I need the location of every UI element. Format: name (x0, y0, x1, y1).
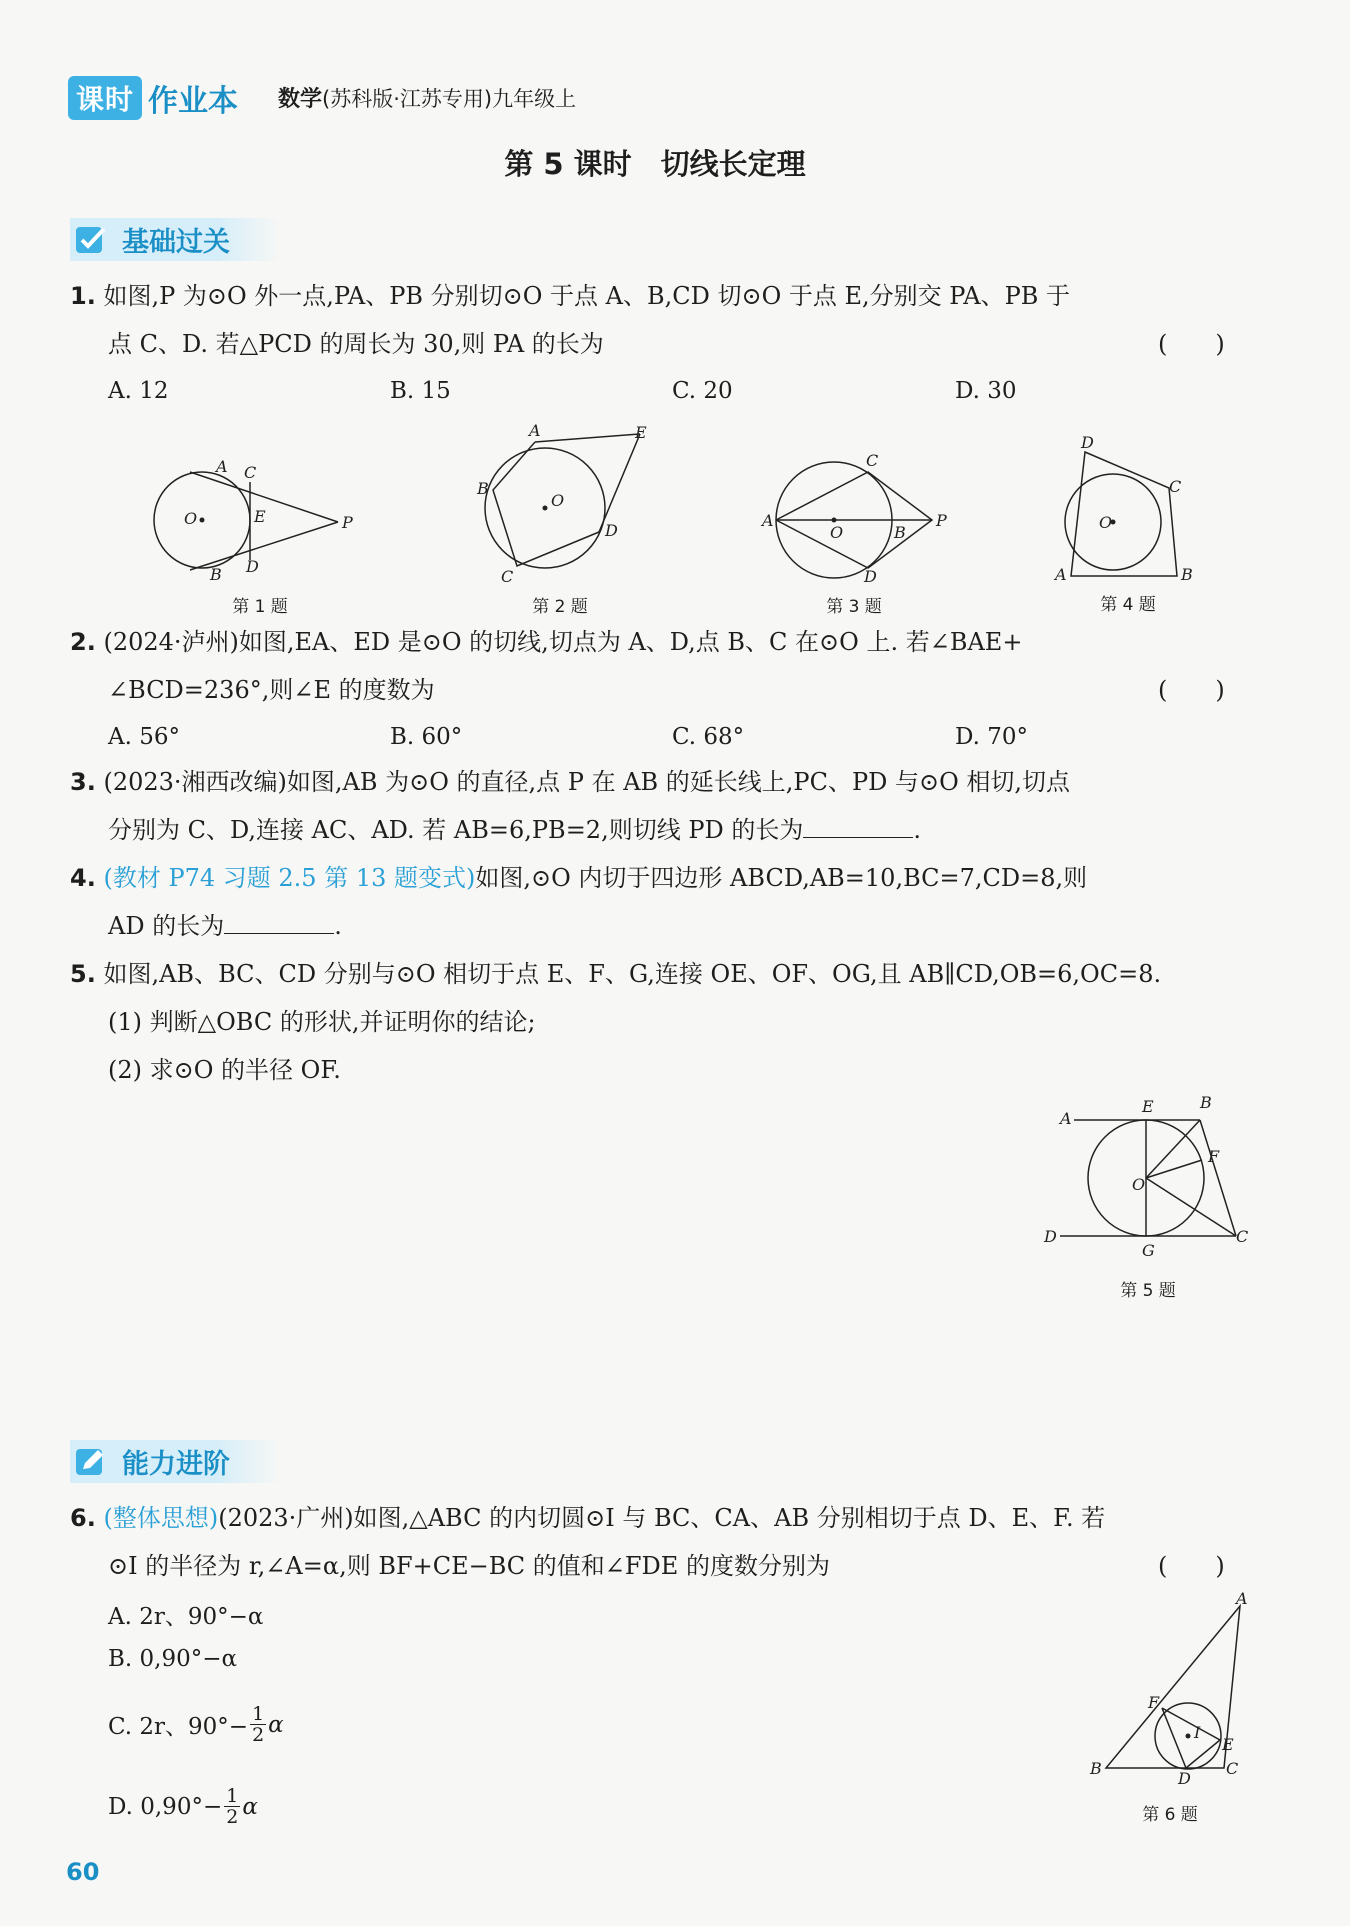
fig3-label-d: D (864, 567, 877, 586)
q2-number: 2. (70, 628, 96, 656)
fig6-label-d: D (1178, 1769, 1191, 1788)
section-basic (70, 218, 280, 261)
fig3-label-c: C (866, 451, 879, 470)
q4-line2 (108, 910, 342, 942)
edition: (苏科版·江苏专用)九年级上 (322, 87, 577, 111)
fig2-label-o: O (551, 491, 565, 510)
q6-option-d-alpha: α (242, 1793, 258, 1820)
fig5-label-e: E (1142, 1097, 1154, 1116)
q3-answer-blank[interactable] (803, 815, 913, 838)
fig6-caption: 第 6 题 (1142, 1805, 1198, 1825)
q6-option-a: A. 2r、90°−α (108, 1604, 264, 1630)
fig6-label-f: F (1148, 1693, 1160, 1712)
q6-option-c-text: C. 2r、90°− (108, 1714, 249, 1740)
q5-sub1: (1) 判断△OBC 的形状,并证明你的结论; (108, 1008, 536, 1036)
q6-option-d-text: D. 0,90°− (108, 1793, 223, 1820)
q6-option-d (108, 1786, 258, 1827)
subject-name: 数学 (278, 87, 323, 112)
q1-option-b: B. 15 (390, 378, 451, 404)
frac-num: 1 (226, 1785, 239, 1807)
frac-den: 2 (226, 1806, 239, 1828)
fig6-label-i: I (1194, 1723, 1201, 1742)
fig2-caption: 第 2 题 (532, 597, 588, 617)
q6-line2: ⊙I 的半径为 r,∠A=α,则 BF+CE−BC 的值和∠FDE 的度数分别为 (108, 1552, 830, 1580)
fig1-label-e: E (254, 507, 266, 526)
figure-4 (1045, 430, 1215, 590)
q4-text-2: AD 的长为 (108, 912, 225, 940)
fig5-label-d: D (1044, 1227, 1057, 1246)
fig4-label-c: C (1169, 477, 1182, 496)
q6-line1 (70, 1502, 1105, 1534)
fig5-label-c: C (1236, 1227, 1249, 1246)
fig5-caption: 第 5 题 (1120, 1281, 1176, 1301)
figure-2 (455, 420, 665, 590)
fig1-label-a: A (216, 457, 228, 476)
q2-line2: ∠BCD=236°,则∠E 的度数为 (108, 676, 435, 704)
fig1-label-p: P (342, 513, 353, 532)
q6-option-d-fraction (224, 1786, 240, 1827)
fig6-label-a: A (1236, 1590, 1248, 1608)
q6-answer-paren: ( ) (1158, 1552, 1225, 1580)
q1-line1 (70, 280, 1070, 312)
q4-answer-blank[interactable] (224, 911, 334, 934)
q1-option-c: C. 20 (672, 378, 733, 404)
page-title: 第 5 课时 切线长定理 (504, 147, 806, 181)
q6-text-1: (2023·广州)如图,△ABC 的内切圆⊙I 与 BC、CA、AB 分别相切于点 D、E、F. 若 (218, 1504, 1106, 1532)
q3-line1 (70, 766, 1070, 798)
q6-option-b: B. 0,90°−α (108, 1646, 238, 1672)
q5-line1 (70, 958, 1161, 990)
fig3-label-o: O (830, 523, 844, 542)
page-number: 60 (66, 1858, 100, 1886)
fig1-label-b: B (210, 565, 222, 584)
q6-source: (整体思想) (103, 1504, 219, 1532)
fig1-caption: 第 1 题 (232, 597, 288, 617)
figure-3 (750, 450, 960, 590)
q3-end: . (913, 816, 921, 844)
fig2-label-b: B (477, 479, 489, 498)
series-logo (68, 78, 238, 118)
q5-sub2: (2) 求⊙O 的半径 OF. (108, 1056, 341, 1084)
q1-option-a: A. 12 (108, 378, 169, 404)
fig4-label-o: O (1099, 513, 1113, 532)
q6-number: 6. (70, 1504, 96, 1532)
fig1-label-c: C (244, 463, 257, 482)
section-advanced-label: 能力进阶 (122, 1449, 230, 1480)
fig2-label-a: A (529, 421, 541, 440)
fig4-label-d: D (1081, 433, 1094, 452)
frac-den: 2 (252, 1724, 265, 1746)
q6-option-c (108, 1704, 284, 1745)
q4-source: (教材 P74 习题 2.5 第 13 题变式) (103, 864, 476, 892)
q3-text-2: 分别为 C、D,连接 AC、AD. 若 AB=6,PB=2,则切线 PD 的长为 (108, 816, 804, 844)
frac-num: 1 (252, 1703, 265, 1725)
fig1-label-o: O (184, 509, 198, 528)
fig5-label-a: A (1060, 1109, 1072, 1128)
figure-5 (1040, 1090, 1250, 1260)
fig2-label-d: D (605, 521, 618, 540)
fig3-label-p: P (936, 511, 947, 530)
q5-text-1: 如图,AB、BC、CD 分别与⊙O 相切于点 E、F、G,连接 OE、OF、OG,且 AB∥CD,OB=6,OC=8. (103, 960, 1162, 988)
q6-option-c-fraction (250, 1704, 266, 1745)
fig4-label-b: B (1181, 565, 1193, 584)
checkbox-icon (74, 223, 108, 257)
q1-number: 1. (70, 282, 96, 310)
q5-number: 5. (70, 960, 96, 988)
q2-answer-paren: ( ) (1158, 676, 1225, 704)
section-advanced (70, 1440, 280, 1483)
fig6-label-c: C (1226, 1759, 1239, 1778)
fig4-caption: 第 4 题 (1100, 595, 1156, 615)
section-basic-label: 基础过关 (122, 227, 230, 258)
q1-text-1: 如图,P 为⊙O 外一点,PA、PB 分别切⊙O 于点 A、B,CD 切⊙O 于点 E,分别交 PA、PB 于 (103, 282, 1070, 310)
fig5-label-o: O (1132, 1175, 1146, 1194)
q6-option-c-alpha: α (268, 1711, 284, 1738)
q2-option-b: B. 60° (390, 724, 463, 750)
fig1-label-d: D (246, 557, 259, 576)
fig2-label-c: C (501, 567, 514, 586)
q2-option-c: C. 68° (672, 724, 745, 750)
logo-mark: 课时 (68, 76, 142, 120)
logo-text: 作业本 (148, 84, 239, 119)
q3-text-1: (2023·湘西改编)如图,AB 为⊙O 的直径,点 P 在 AB 的延长线上,PC、PD 与⊙O 相切,切点 (103, 768, 1071, 796)
fig6-label-b: B (1090, 1759, 1102, 1778)
q3-number: 3. (70, 768, 96, 796)
subject-line (278, 82, 576, 113)
fig3-label-a: A (762, 511, 774, 530)
q1-line2: 点 C、D. 若△PCD 的周长为 30,则 PA 的长为 (108, 330, 604, 358)
fig4-label-a: A (1055, 565, 1067, 584)
q4-end: . (334, 912, 342, 940)
pencil-icon (74, 1445, 108, 1479)
q2-option-d: D. 70° (955, 724, 1029, 750)
figure-6 (1080, 1590, 1260, 1790)
q2-line1 (70, 626, 1022, 658)
fig3-caption: 第 3 题 (826, 597, 882, 617)
fig5-label-b: B (1200, 1093, 1212, 1112)
fig5-label-f: F (1208, 1147, 1220, 1166)
q3-line2 (108, 814, 921, 846)
q4-text-1: 如图,⊙O 内切于四边形 ABCD,AB=10,BC=7,CD=8,则 (475, 864, 1088, 892)
fig6-label-e: E (1222, 1735, 1234, 1754)
fig3-label-b: B (894, 523, 906, 542)
q2-text-1: (2024·泸州)如图,EA、ED 是⊙O 的切线,切点为 A、D,点 B、C 在⊙O 上. 若∠BAE+ (103, 628, 1023, 656)
q1-option-d: D. 30 (955, 378, 1017, 404)
q4-number: 4. (70, 864, 96, 892)
q2-option-a: A. 56° (108, 724, 180, 750)
figure-1 (140, 440, 370, 600)
fig2-label-e: E (635, 423, 647, 442)
q4-line1 (70, 862, 1087, 894)
q1-answer-paren: ( ) (1158, 330, 1225, 358)
fig5-label-g: G (1142, 1241, 1155, 1260)
